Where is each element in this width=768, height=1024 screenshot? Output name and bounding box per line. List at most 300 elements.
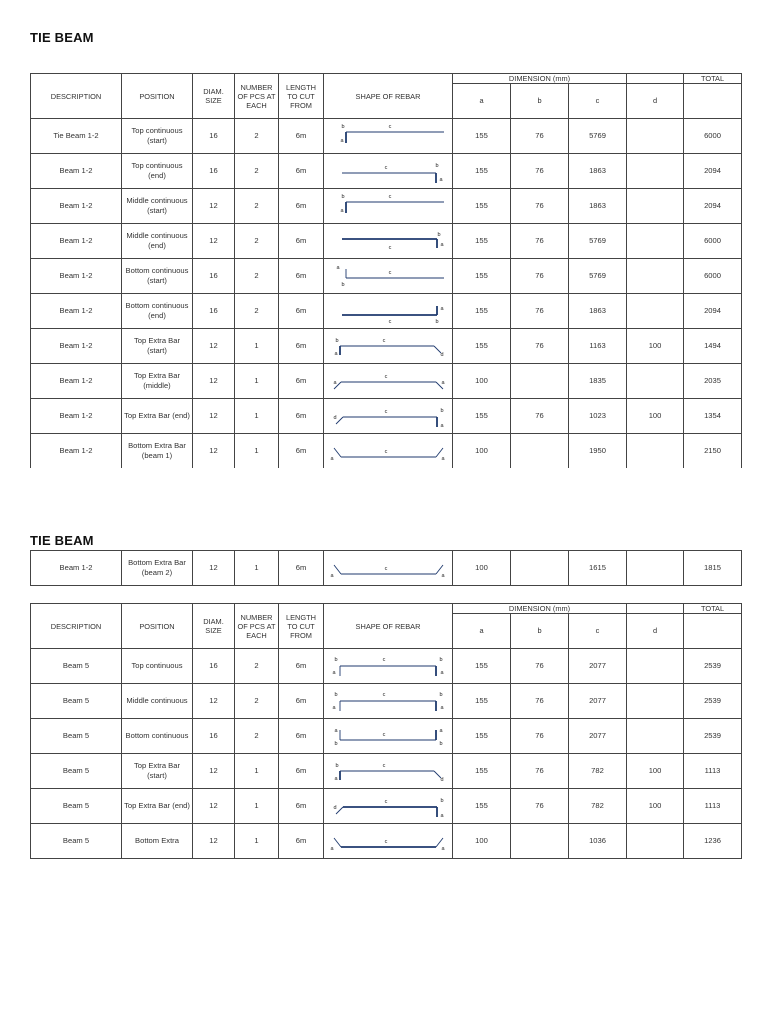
header-shape: SHAPE OF REBAR (324, 604, 453, 649)
svg-text:c: c (388, 124, 392, 130)
cell-position: Top continuous (start) (122, 119, 193, 154)
cell-c: 1863 (569, 189, 627, 224)
svg-text:b: b (439, 657, 443, 663)
cell-description: Beam 1-2 (31, 329, 122, 364)
cell-c: 782 (569, 789, 627, 824)
cell-length-cut: 6m (279, 189, 324, 224)
cell-diam-size: 16 (193, 294, 235, 329)
table-row (31, 684, 742, 719)
header-number-pcs: NUMBER OF PCS AT EACH (235, 74, 279, 119)
header-blank (627, 604, 684, 614)
svg-text:a: a (332, 705, 336, 711)
svg-text:a: a (340, 208, 344, 214)
cell-shape (324, 119, 453, 154)
svg-text:b: b (334, 657, 338, 663)
cell-position: Bottom continuous (end) (122, 294, 193, 329)
cell-d (627, 154, 684, 189)
svg-text:a: a (440, 242, 444, 248)
cell-total: 2094 (684, 294, 742, 329)
cell-diam-size: 12 (193, 551, 235, 586)
cell-position: Bottom continuous (start) (122, 259, 193, 294)
cell-position: Top Extra Bar (middle) (122, 364, 193, 399)
svg-text:c: c (384, 409, 388, 415)
cell-diam-size: 16 (193, 154, 235, 189)
header-c: c (569, 614, 627, 649)
cell-number-pcs: 2 (235, 259, 279, 294)
header-position: POSITION (122, 74, 193, 119)
cell-position: Bottom continuous (122, 719, 193, 754)
svg-text:c: c (388, 319, 392, 325)
svg-text:b: b (341, 282, 345, 288)
cell-b: 76 (511, 259, 569, 294)
svg-text:c: c (384, 374, 388, 380)
cell-d (627, 119, 684, 154)
svg-text:b: b (335, 763, 339, 769)
svg-text:a: a (441, 380, 445, 386)
cell-d: 100 (627, 329, 684, 364)
rebar-schedule-table (30, 603, 742, 859)
cell-diam-size: 12 (193, 224, 235, 259)
cell-total: 2035 (684, 364, 742, 399)
cell-position: Top Extra Bar (end) (122, 789, 193, 824)
header-total-value (684, 614, 742, 649)
cell-d (627, 719, 684, 754)
svg-text:a: a (440, 670, 444, 676)
svg-text:d: d (440, 352, 444, 358)
rebar-shape-diagram (324, 399, 452, 433)
cell-c: 2077 (569, 684, 627, 719)
cell-position: Bottom Extra (122, 824, 193, 859)
cell-b (511, 364, 569, 399)
svg-text:d: d (333, 805, 337, 811)
cell-position: Top Extra Bar (start) (122, 329, 193, 364)
cell-diam-size: 12 (193, 789, 235, 824)
cell-total: 1236 (684, 824, 742, 859)
svg-text:a: a (441, 846, 445, 852)
cell-c: 5769 (569, 259, 627, 294)
cell-description: Beam 5 (31, 719, 122, 754)
cell-b: 76 (511, 119, 569, 154)
cell-shape (324, 329, 453, 364)
cell-shape (324, 824, 453, 859)
header-number-pcs: NUMBER OF PCS AT EACH (235, 604, 279, 649)
cell-total: 1815 (684, 551, 742, 586)
cell-number-pcs: 1 (235, 434, 279, 469)
svg-text:b: b (334, 692, 338, 698)
cell-diam-size: 16 (193, 119, 235, 154)
cell-description: Beam 1-2 (31, 399, 122, 434)
cell-total: 2539 (684, 684, 742, 719)
cell-a: 100 (453, 364, 511, 399)
cell-description: Beam 1-2 (31, 364, 122, 399)
svg-text:c: c (388, 194, 392, 200)
svg-text:a: a (330, 846, 334, 852)
svg-text:b: b (437, 232, 441, 238)
cell-a: 100 (453, 551, 511, 586)
rebar-shape-diagram (324, 224, 452, 258)
cell-length-cut: 6m (279, 294, 324, 329)
svg-text:d: d (333, 415, 337, 421)
cell-length-cut: 6m (279, 684, 324, 719)
rebar-shape-diagram (324, 259, 452, 293)
cell-b: 76 (511, 754, 569, 789)
table-row (31, 551, 742, 586)
cell-a: 155 (453, 329, 511, 364)
svg-text:a: a (330, 573, 334, 579)
cell-length-cut: 6m (279, 154, 324, 189)
svg-text:a: a (441, 573, 445, 579)
cell-position: Middle continuous (start) (122, 189, 193, 224)
svg-text:c: c (388, 270, 392, 276)
cell-c: 1950 (569, 434, 627, 469)
header-position: POSITION (122, 604, 193, 649)
svg-text:c: c (384, 566, 388, 572)
cell-d (627, 364, 684, 399)
header-dimension-group: DIMENSION (mm) (453, 604, 627, 614)
cell-length-cut: 6m (279, 224, 324, 259)
cell-d (627, 684, 684, 719)
svg-text:b: b (439, 741, 443, 747)
cell-c: 5769 (569, 224, 627, 259)
table-row (31, 154, 742, 189)
cell-c: 2077 (569, 719, 627, 754)
cell-description: Beam 1-2 (31, 154, 122, 189)
cell-a: 155 (453, 719, 511, 754)
cell-position: Top Extra Bar (start) (122, 754, 193, 789)
cell-description: Beam 5 (31, 824, 122, 859)
cell-shape (324, 789, 453, 824)
rebar-shape-diagram (324, 434, 452, 468)
svg-text:a: a (330, 456, 334, 462)
header-d: d (627, 614, 684, 649)
header-description: DESCRIPTION (31, 604, 122, 649)
cell-diam-size: 12 (193, 434, 235, 469)
cell-number-pcs: 1 (235, 551, 279, 586)
cell-d (627, 649, 684, 684)
table-row (31, 224, 742, 259)
cell-shape (324, 399, 453, 434)
cell-shape (324, 189, 453, 224)
header-total-value (684, 84, 742, 119)
cell-description: Beam 5 (31, 684, 122, 719)
cell-description: Beam 1-2 (31, 259, 122, 294)
cell-a: 155 (453, 224, 511, 259)
svg-text:c: c (384, 449, 388, 455)
cell-shape (324, 259, 453, 294)
cell-d (627, 434, 684, 469)
cell-position: Top continuous (122, 649, 193, 684)
svg-text:b: b (335, 338, 339, 344)
section-title: TIE BEAM (30, 30, 94, 45)
rebar-schedule-table (30, 73, 742, 468)
svg-text:a: a (440, 705, 444, 711)
header-a: a (453, 614, 511, 649)
cell-length-cut: 6m (279, 824, 324, 859)
cell-shape (324, 294, 453, 329)
header-diam-size: DIAM. SIZE (193, 604, 235, 649)
cell-d (627, 824, 684, 859)
cell-total: 2094 (684, 154, 742, 189)
cell-a: 155 (453, 754, 511, 789)
cell-shape (324, 434, 453, 469)
cell-number-pcs: 1 (235, 329, 279, 364)
cell-position: Top continuous (end) (122, 154, 193, 189)
cell-total: 2150 (684, 434, 742, 469)
svg-text:c: c (384, 839, 388, 845)
svg-text:a: a (336, 265, 340, 271)
cell-number-pcs: 1 (235, 754, 279, 789)
cell-total: 2094 (684, 189, 742, 224)
cell-length-cut: 6m (279, 329, 324, 364)
cell-b (511, 551, 569, 586)
svg-text:d: d (440, 777, 444, 783)
rebar-shape-diagram (324, 719, 452, 753)
svg-text:b: b (341, 194, 345, 200)
cell-position: Bottom Extra Bar (beam 2) (122, 551, 193, 586)
cell-b (511, 824, 569, 859)
header-total: TOTAL (684, 74, 742, 84)
svg-text:a: a (441, 456, 445, 462)
cell-b: 76 (511, 154, 569, 189)
cell-d (627, 224, 684, 259)
cell-description: Beam 1-2 (31, 294, 122, 329)
cell-number-pcs: 1 (235, 789, 279, 824)
svg-text:a: a (440, 813, 444, 819)
cell-d (627, 189, 684, 224)
cell-description: Beam 1-2 (31, 551, 122, 586)
svg-text:b: b (435, 163, 439, 169)
cell-diam-size: 12 (193, 754, 235, 789)
rebar-shape-diagram (324, 824, 452, 858)
cell-length-cut: 6m (279, 399, 324, 434)
cell-description: Beam 5 (31, 789, 122, 824)
cell-total: 2539 (684, 719, 742, 754)
section-title: TIE BEAM (30, 533, 94, 548)
cell-position: Middle continuous (122, 684, 193, 719)
cell-length-cut: 6m (279, 754, 324, 789)
cell-b: 76 (511, 189, 569, 224)
header-dimension-group: DIMENSION (mm) (453, 74, 627, 84)
rebar-shape-diagram (324, 119, 452, 153)
header-d: d (627, 84, 684, 119)
header-c: c (569, 84, 627, 119)
header-total: TOTAL (684, 604, 742, 614)
table-row (31, 189, 742, 224)
cell-b: 76 (511, 224, 569, 259)
svg-text:a: a (332, 670, 336, 676)
cell-total: 6000 (684, 119, 742, 154)
svg-text:a: a (340, 138, 344, 144)
cell-number-pcs: 2 (235, 649, 279, 684)
header-shape: SHAPE OF REBAR (324, 74, 453, 119)
svg-text:a: a (440, 423, 444, 429)
cell-shape (324, 754, 453, 789)
cell-length-cut: 6m (279, 649, 324, 684)
svg-text:c: c (382, 732, 386, 738)
cell-b (511, 434, 569, 469)
table-row (31, 119, 742, 154)
cell-total: 1113 (684, 789, 742, 824)
svg-text:c: c (382, 657, 386, 663)
svg-text:b: b (440, 408, 444, 414)
cell-shape (324, 551, 453, 586)
svg-text:a: a (439, 177, 443, 183)
svg-text:a: a (334, 776, 338, 782)
cell-total: 1354 (684, 399, 742, 434)
cell-total: 6000 (684, 259, 742, 294)
cell-a: 100 (453, 824, 511, 859)
rebar-shape-diagram (324, 649, 452, 683)
svg-text:c: c (384, 165, 388, 171)
rebar-shape-diagram (324, 754, 452, 788)
cell-number-pcs: 1 (235, 824, 279, 859)
cell-number-pcs: 2 (235, 719, 279, 754)
header-length-cut: LENGTH TO CUT FROM (279, 604, 324, 649)
cell-shape (324, 364, 453, 399)
rebar-shape-diagram (324, 154, 452, 188)
cell-length-cut: 6m (279, 789, 324, 824)
cell-c: 1163 (569, 329, 627, 364)
cell-number-pcs: 1 (235, 364, 279, 399)
header-b: b (511, 614, 569, 649)
cell-a: 155 (453, 399, 511, 434)
cell-c: 1835 (569, 364, 627, 399)
cell-length-cut: 6m (279, 434, 324, 469)
cell-a: 155 (453, 789, 511, 824)
header-b: b (511, 84, 569, 119)
cell-d (627, 259, 684, 294)
cell-number-pcs: 2 (235, 684, 279, 719)
cell-diam-size: 16 (193, 649, 235, 684)
svg-text:b: b (440, 798, 444, 804)
cell-a: 155 (453, 649, 511, 684)
table-row (31, 399, 742, 434)
cell-c: 782 (569, 754, 627, 789)
rebar-schedule-table (30, 550, 742, 586)
cell-position: Top Extra Bar (end) (122, 399, 193, 434)
cell-diam-size: 12 (193, 824, 235, 859)
cell-diam-size: 12 (193, 329, 235, 364)
cell-a: 155 (453, 189, 511, 224)
cell-diam-size: 12 (193, 684, 235, 719)
cell-description: Beam 1-2 (31, 224, 122, 259)
table-row (31, 824, 742, 859)
cell-b: 76 (511, 684, 569, 719)
cell-a: 155 (453, 154, 511, 189)
rebar-shape-diagram (324, 551, 452, 585)
cell-c: 1863 (569, 294, 627, 329)
svg-text:a: a (334, 351, 338, 357)
svg-text:b: b (439, 692, 443, 698)
cell-diam-size: 12 (193, 364, 235, 399)
svg-text:a: a (333, 380, 337, 386)
header-length-cut: LENGTH TO CUT FROM (279, 74, 324, 119)
cell-d (627, 294, 684, 329)
cell-a: 155 (453, 119, 511, 154)
cell-shape (324, 224, 453, 259)
table-row (31, 294, 742, 329)
cell-number-pcs: 2 (235, 224, 279, 259)
table-row (31, 649, 742, 684)
cell-a: 155 (453, 684, 511, 719)
table-row (31, 259, 742, 294)
rebar-shape-diagram (324, 294, 452, 328)
cell-number-pcs: 2 (235, 189, 279, 224)
cell-d: 100 (627, 399, 684, 434)
cell-description: Beam 5 (31, 754, 122, 789)
cell-shape (324, 154, 453, 189)
cell-number-pcs: 2 (235, 154, 279, 189)
svg-text:c: c (382, 763, 386, 769)
header-a: a (453, 84, 511, 119)
cell-total: 1113 (684, 754, 742, 789)
svg-text:b: b (341, 124, 345, 130)
table-row (31, 434, 742, 469)
table-row (31, 754, 742, 789)
cell-diam-size: 12 (193, 399, 235, 434)
cell-description: Beam 1-2 (31, 434, 122, 469)
cell-shape (324, 649, 453, 684)
cell-c: 5769 (569, 119, 627, 154)
cell-d: 100 (627, 754, 684, 789)
rebar-shape-diagram (324, 329, 452, 363)
cell-b: 76 (511, 329, 569, 364)
table-row (31, 364, 742, 399)
cell-number-pcs: 2 (235, 294, 279, 329)
rebar-shape-diagram (324, 189, 452, 223)
rebar-shape-diagram (324, 364, 452, 398)
cell-b: 76 (511, 649, 569, 684)
cell-a: 100 (453, 434, 511, 469)
cell-position: Bottom Extra Bar (beam 1) (122, 434, 193, 469)
cell-c: 1036 (569, 824, 627, 859)
cell-b: 76 (511, 294, 569, 329)
cell-b: 76 (511, 399, 569, 434)
cell-a: 155 (453, 294, 511, 329)
svg-text:b: b (334, 741, 338, 747)
cell-c: 2077 (569, 649, 627, 684)
svg-text:a: a (439, 728, 443, 734)
svg-text:a: a (440, 306, 444, 312)
cell-number-pcs: 1 (235, 399, 279, 434)
header-blank (627, 74, 684, 84)
rebar-shape-diagram (324, 684, 452, 718)
cell-b: 76 (511, 789, 569, 824)
svg-text:a: a (334, 728, 338, 734)
svg-text:c: c (382, 338, 386, 344)
table-row (31, 789, 742, 824)
table-row (31, 719, 742, 754)
cell-length-cut: 6m (279, 259, 324, 294)
cell-c: 1615 (569, 551, 627, 586)
cell-total: 6000 (684, 224, 742, 259)
cell-length-cut: 6m (279, 719, 324, 754)
cell-description: Beam 5 (31, 649, 122, 684)
cell-total: 2539 (684, 649, 742, 684)
cell-diam-size: 16 (193, 259, 235, 294)
svg-text:c: c (382, 692, 386, 698)
svg-text:c: c (384, 799, 388, 805)
cell-number-pcs: 2 (235, 119, 279, 154)
cell-c: 1863 (569, 154, 627, 189)
cell-description: Tie Beam 1-2 (31, 119, 122, 154)
cell-d: 100 (627, 789, 684, 824)
cell-shape (324, 684, 453, 719)
cell-length-cut: 6m (279, 119, 324, 154)
svg-text:c: c (388, 245, 392, 251)
cell-diam-size: 16 (193, 719, 235, 754)
cell-diam-size: 12 (193, 189, 235, 224)
